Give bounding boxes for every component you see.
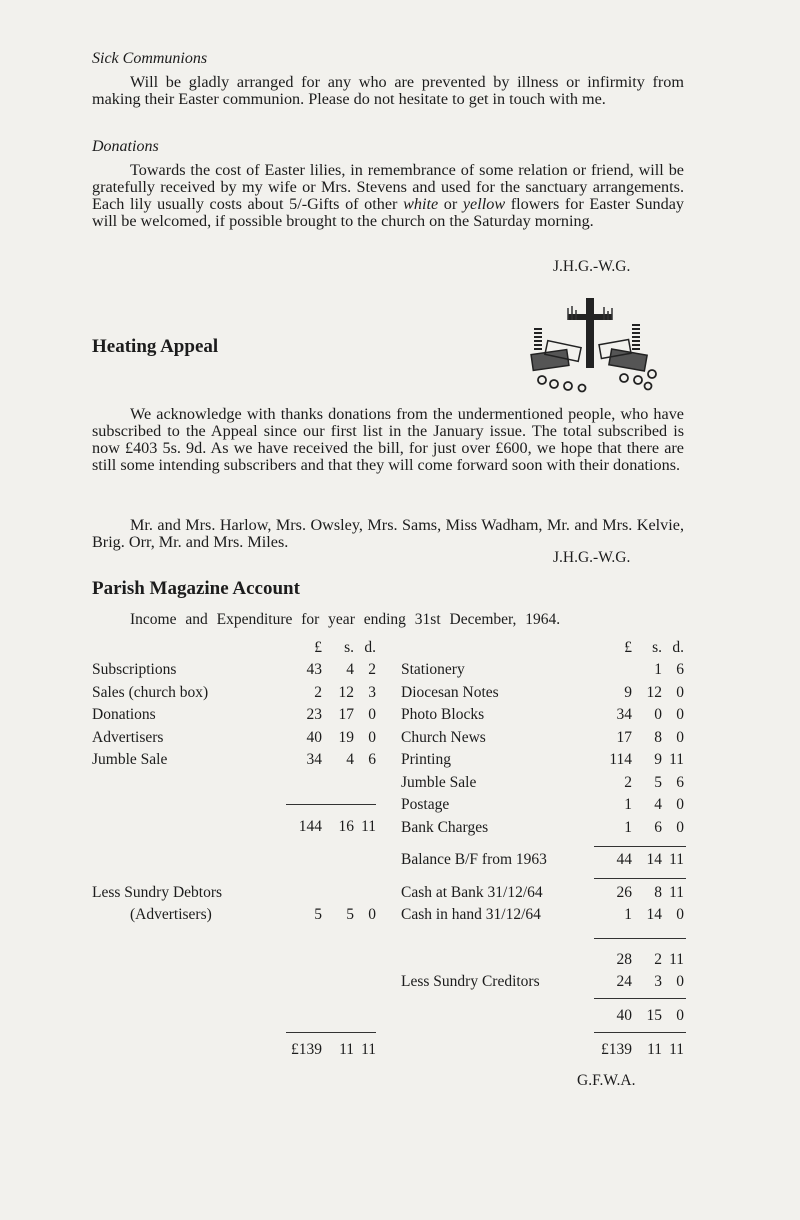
expenditure-final-rule <box>594 1032 686 1033</box>
debtors-pence: 0 <box>368 906 376 923</box>
account-signature: G.F.W.A. <box>577 1072 636 1089</box>
expenditure-row-shillings: 9 <box>654 751 662 768</box>
expenditure-row-pounds: 17 <box>616 729 632 746</box>
heating-appeal-signature: J.H.G.-W.G. <box>553 549 631 566</box>
cash-bank-shillings: 8 <box>654 884 662 901</box>
income-row-shillings: 19 <box>338 729 354 746</box>
expenditure-row-label: Church News <box>401 729 486 746</box>
expenditure-row-pence: 0 <box>676 796 684 813</box>
balance-shillings: 14 <box>646 851 662 868</box>
expenditure-row-shillings: 4 <box>654 796 662 813</box>
income-final-shillings: 11 <box>339 1041 354 1058</box>
cash-sum-pounds: 28 <box>616 951 632 968</box>
donations-heading: Donations <box>92 138 159 155</box>
expenditure-row-label: Diocesan Notes <box>401 684 499 701</box>
creditors-pounds: 24 <box>616 973 632 990</box>
debtors-sublabel: (Advertisers) <box>130 906 212 923</box>
cash-hand-shillings: 14 <box>646 906 662 923</box>
expenditure-row-shillings: 6 <box>654 819 662 836</box>
expenditure-row-pounds: 2 <box>624 774 632 791</box>
cash-hand-label: Cash in hand 31/12/64 <box>401 906 541 923</box>
expenditure-row-pence: 6 <box>676 774 684 791</box>
right-shilling-header: s. <box>652 639 662 656</box>
income-row-pence: 3 <box>368 684 376 701</box>
expenditure-row-pence: 0 <box>676 706 684 723</box>
income-final-pounds: £139 <box>291 1041 322 1058</box>
net-balance-pence: 0 <box>676 1007 684 1024</box>
donations-text: Towards the cost of Easter lilies, in remembrance of some relation or friend, will be gratefully received by my wife or Mrs. Stevens and used for the sanctuary arrangements. Each lily usually costs about 5/-Gifts of other white or yellow flowers for Easter Sunday will be welcomed, if possible brought to the church on the Saturday morning. <box>92 161 685 230</box>
expenditure-row-label: Stationery <box>401 661 465 678</box>
income-final-pence: 11 <box>361 1041 376 1058</box>
expenditure-row-shillings: 5 <box>654 774 662 791</box>
cash-rule <box>594 938 686 939</box>
income-row-pounds: 34 <box>306 751 322 768</box>
balance-rule <box>594 878 686 879</box>
expenditure-subtotal-rule <box>594 846 686 847</box>
expenditure-row-shillings: 0 <box>654 706 662 723</box>
left-pound-header: £ <box>314 639 322 656</box>
income-row-pence: 6 <box>368 751 376 768</box>
cross-with-money-icon <box>528 294 662 394</box>
income-row-shillings: 4 <box>346 751 354 768</box>
expenditure-row-label: Jumble Sale <box>401 774 477 791</box>
expenditure-row-pence: 0 <box>676 729 684 746</box>
expenditure-row-pounds: 114 <box>609 751 632 768</box>
expenditure-final-pounds: £139 <box>601 1041 632 1058</box>
income-row-pounds: 2 <box>314 684 322 701</box>
heating-appeal-text: We acknowledge with thanks donations from the undermentioned people, who have subscribed to the Appeal since our first list in the January issue. The total subscribed is now £403 5s. 9d. As we have received the bill, for just over £600, we hope that there are still some intending subscribers and that they will come forward soon with their donations. <box>92 405 684 474</box>
expenditure-row-pounds: 1 <box>624 796 632 813</box>
sick-communions-text: Will be gladly arranged for any who are prevented by illness or infirmity from making their Easter communion. Please do not hesitate to get in touch with me. <box>92 73 684 108</box>
expenditure-row-shillings: 12 <box>646 684 662 701</box>
account-heading: Parish Magazine Account <box>92 578 300 599</box>
income-total-pounds: 144 <box>298 818 322 835</box>
cash-hand-pounds: 1 <box>624 906 632 923</box>
net-balance-shillings: 15 <box>646 1007 662 1024</box>
creditors-label: Less Sundry Creditors <box>401 973 540 990</box>
income-row-pence: 2 <box>368 661 376 678</box>
balance-label: Balance B/F from 1963 <box>401 851 547 868</box>
income-total-shillings: 16 <box>338 818 354 835</box>
income-row-shillings: 12 <box>338 684 354 701</box>
income-row-label: Advertisers <box>92 729 164 746</box>
expenditure-row-pence: 6 <box>676 661 684 678</box>
income-row-pounds: 43 <box>306 661 322 678</box>
income-subtotal-rule <box>286 804 376 805</box>
expenditure-row-pence: 0 <box>676 819 684 836</box>
expenditure-final-shillings: 11 <box>647 1041 662 1058</box>
income-row-label: Jumble Sale <box>92 751 168 768</box>
debtors-shillings: 5 <box>346 906 354 923</box>
expenditure-row-pounds: 34 <box>616 706 632 723</box>
cash-hand-pence: 0 <box>676 906 684 923</box>
expenditure-row-pence: 0 <box>676 684 684 701</box>
income-row-pounds: 40 <box>306 729 322 746</box>
left-shilling-header: s. <box>344 639 354 656</box>
cash-bank-pounds: 26 <box>616 884 632 901</box>
right-pound-header: £ <box>624 639 632 656</box>
account-subtitle: Income and Expenditure for year ending 31st December, 1964. <box>130 611 561 628</box>
expenditure-row-pence: 11 <box>669 751 684 768</box>
cash-sum-shillings: 2 <box>654 951 662 968</box>
income-final-rule <box>286 1032 376 1033</box>
creditors-pence: 0 <box>676 973 684 990</box>
sick-communions-heading: Sick Communions <box>92 50 208 67</box>
income-row-pence: 0 <box>368 729 376 746</box>
creditors-shillings: 3 <box>654 973 662 990</box>
expenditure-row-label: Postage <box>401 796 450 813</box>
creditors-rule <box>594 998 686 999</box>
right-pence-header: d. <box>672 639 684 656</box>
expenditure-final-pence: 11 <box>669 1041 684 1058</box>
expenditure-row-label: Photo Blocks <box>401 706 485 723</box>
cash-bank-pence: 11 <box>669 884 684 901</box>
heating-appeal-names: Mr. and Mrs. Harlow, Mrs. Owsley, Mrs. Sams, Miss Wadham, Mr. and Mrs. Kelvie, Brig. Orr, Mr. and Mrs. Miles. <box>92 516 684 551</box>
debtors-label: Less Sundry Debtors <box>92 884 223 901</box>
heating-appeal-heading: Heating Appeal <box>92 336 219 357</box>
income-row-label: Donations <box>92 706 156 723</box>
net-balance-pounds: 40 <box>616 1007 632 1024</box>
income-row-shillings: 4 <box>346 661 354 678</box>
cash-sum-pence: 11 <box>669 951 684 968</box>
income-row-shillings: 17 <box>338 706 354 723</box>
income-row-pence: 0 <box>368 706 376 723</box>
donations-signature: J.H.G.-W.G. <box>553 258 631 275</box>
expenditure-row-pounds: 1 <box>624 819 632 836</box>
debtors-pounds: 5 <box>314 906 322 923</box>
balance-pence: 11 <box>669 851 684 868</box>
income-total-pence: 11 <box>361 818 376 835</box>
expenditure-row-shillings: 1 <box>654 661 662 678</box>
expenditure-row-label: Printing <box>401 751 451 768</box>
expenditure-row-pounds: 9 <box>624 684 632 701</box>
expenditure-row-shillings: 8 <box>654 729 662 746</box>
cash-bank-label: Cash at Bank 31/12/64 <box>401 884 543 901</box>
balance-pounds: 44 <box>616 851 632 868</box>
income-row-label: Sales (church box) <box>92 684 209 701</box>
income-row-label: Subscriptions <box>92 661 177 678</box>
left-pence-header: d. <box>364 639 376 656</box>
income-row-pounds: 23 <box>306 706 322 723</box>
expenditure-row-label: Bank Charges <box>401 819 489 836</box>
